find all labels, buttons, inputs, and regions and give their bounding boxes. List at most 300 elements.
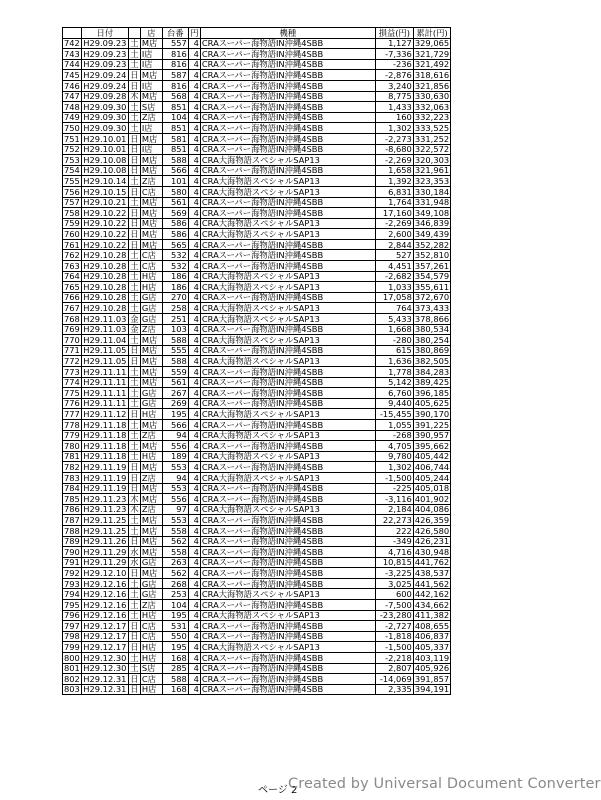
- table-row: [63, 388, 451, 399]
- store-cell: M店: [140, 38, 162, 49]
- yen-rate-cell: 4: [188, 91, 200, 102]
- profit-loss-cell: 1,033: [375, 282, 413, 293]
- yen-rate-cell: 4: [188, 49, 200, 60]
- profit-loss-cell: 9,780: [375, 451, 413, 462]
- cumulative-cell: 434,662: [414, 599, 450, 610]
- cumulative-cell: 405,625: [414, 398, 450, 409]
- row-number: 780: [64, 440, 80, 451]
- profit-loss-cell: 6,760: [375, 388, 413, 399]
- yen-rate-cell: 4: [188, 314, 200, 325]
- machine-number-cell: 94: [162, 472, 188, 483]
- row-number: 802: [64, 673, 80, 684]
- row-number: 742: [64, 38, 80, 49]
- row-number: 774: [64, 377, 80, 388]
- weekday-cell: 土: [130, 303, 139, 314]
- machine-number-cell: 189: [162, 451, 188, 462]
- profit-loss-cell: 1,433: [375, 102, 413, 113]
- header-cumulative: 累計(円): [413, 28, 450, 39]
- profit-loss-cell: 1,764: [375, 197, 413, 208]
- profit-loss-cell: -3,225: [375, 568, 413, 579]
- yen-rate-cell: 4: [188, 610, 200, 621]
- weekday-cell: 土: [130, 59, 139, 70]
- weekday-cell: 土: [130, 387, 139, 398]
- weekday-cell: 土: [130, 250, 139, 261]
- weekday-cell: 日: [130, 356, 139, 367]
- date-cell: H29.11.18: [83, 430, 127, 441]
- row-number: 783: [64, 472, 80, 483]
- yen-rate-cell: 4: [188, 377, 200, 388]
- table-row: [63, 621, 451, 632]
- weekday-cell: 日: [130, 567, 139, 578]
- date-cell: H29.10.14: [83, 175, 127, 186]
- machine-number-cell: 553: [162, 462, 188, 473]
- model-cell: CRAスーパー海物語IN沖縄4SBB: [200, 515, 375, 526]
- table-row: [63, 59, 451, 70]
- cumulative-cell: 389,425: [414, 377, 450, 388]
- store-cell: M店: [140, 197, 162, 208]
- yen-rate-cell: 4: [188, 621, 200, 632]
- store-cell: G店: [140, 578, 162, 589]
- date-cell: H29.10.28: [83, 271, 127, 282]
- model-cell: CRAスーパー海物語IN沖縄4SBB: [200, 144, 375, 155]
- store-cell: C店: [140, 186, 162, 197]
- store-cell: M店: [140, 91, 162, 102]
- yen-rate-cell: 4: [188, 547, 200, 558]
- model-cell: CRAスーパー海物語IN沖縄4SBB: [200, 261, 375, 272]
- yen-rate-cell: 4: [188, 430, 200, 441]
- yen-rate-cell: 4: [188, 483, 200, 494]
- date-cell: H29.11.19: [83, 472, 127, 483]
- date-cell: H29.11.03: [83, 324, 127, 335]
- cumulative-cell: 384,283: [414, 366, 450, 377]
- model-cell: CRA大海物語スペシャルSAP13: [200, 155, 375, 166]
- row-number: 749: [64, 112, 80, 123]
- cumulative-cell: 380,254: [414, 334, 450, 345]
- machine-number-cell: 562: [162, 536, 188, 547]
- table-row: [63, 367, 451, 378]
- date-cell: H29.10.28: [83, 292, 127, 303]
- store-cell: H店: [140, 409, 162, 420]
- cumulative-cell: 349,108: [414, 207, 450, 218]
- profit-loss-cell: 17,058: [375, 292, 413, 303]
- table-row: [63, 335, 451, 346]
- table-row: [63, 197, 451, 208]
- model-cell: CRAスーパー海物語IN沖縄4SBB: [200, 419, 375, 430]
- yen-rate-cell: 4: [188, 451, 200, 462]
- weekday-cell: 木: [130, 91, 139, 102]
- yen-rate-cell: 4: [188, 102, 200, 113]
- yen-rate-cell: 4: [188, 684, 200, 695]
- store-cell: M店: [140, 155, 162, 166]
- cumulative-cell: 406,837: [414, 631, 450, 642]
- weekday-cell: 日: [130, 673, 139, 684]
- yen-rate-cell: 4: [188, 324, 200, 335]
- model-cell: CRAスーパー海物語IN沖縄4SBB: [200, 70, 375, 81]
- yen-rate-cell: 4: [188, 165, 200, 176]
- table-row: [63, 261, 451, 272]
- machine-number-cell: 559: [162, 367, 188, 378]
- profit-loss-cell: -236: [375, 59, 413, 70]
- date-cell: H29.10.28: [83, 250, 127, 261]
- yen-rate-cell: 4: [188, 504, 200, 515]
- model-cell: CRA大海物語スペシャルSAP13: [200, 589, 375, 600]
- machine-number-cell: 531: [162, 621, 188, 632]
- weekday-cell: 日: [130, 165, 139, 176]
- date-cell: H29.12.31: [83, 684, 127, 695]
- machine-number-cell: 558: [162, 525, 188, 536]
- date-cell: H29.09.30: [83, 112, 127, 123]
- machine-number-cell: 586: [162, 229, 188, 240]
- row-number: 768: [64, 313, 80, 324]
- cumulative-cell: 321,856: [414, 80, 450, 91]
- date-cell: H29.10.21: [83, 197, 127, 208]
- table-row: [63, 578, 451, 589]
- cumulative-cell: 403,119: [414, 652, 450, 663]
- store-cell: G店: [140, 314, 162, 325]
- yen-rate-cell: 4: [188, 398, 200, 409]
- cumulative-cell: 352,282: [414, 239, 450, 250]
- table-row: [63, 186, 451, 197]
- yen-rate-cell: 4: [188, 70, 200, 81]
- model-cell: CRAスーパー海物語IN沖縄4SBB: [200, 483, 375, 494]
- profit-loss-cell: 527: [375, 250, 413, 261]
- store-cell: M店: [140, 356, 162, 367]
- model-cell: CRA大海物語スペシャルSAP13: [200, 356, 375, 367]
- cumulative-cell: 441,562: [414, 578, 450, 589]
- cumulative-cell: 330,630: [414, 91, 450, 102]
- yen-rate-cell: 4: [188, 176, 200, 187]
- date-cell: H29.09.28: [83, 91, 127, 102]
- machine-number-cell: 588: [162, 674, 188, 685]
- table-row: [63, 229, 451, 240]
- model-cell: CRAスーパー海物語IN沖縄4SBB: [200, 38, 375, 49]
- table-row: [63, 610, 451, 621]
- cumulative-cell: 405,926: [414, 663, 450, 674]
- date-cell: H29.11.04: [83, 334, 127, 345]
- yen-rate-cell: 4: [188, 345, 200, 356]
- yen-rate-cell: 4: [188, 568, 200, 579]
- date-cell: H29.11.11: [83, 377, 127, 388]
- store-cell: M店: [140, 377, 162, 388]
- store-cell: Z店: [140, 112, 162, 123]
- table-row: [63, 419, 451, 430]
- table-row: [63, 441, 451, 452]
- profit-loss-cell: -2,273: [375, 133, 413, 144]
- weekday-cell: 土: [130, 175, 139, 186]
- date-cell: H29.09.30: [83, 101, 127, 112]
- row-number: 792: [64, 567, 80, 578]
- profit-loss-cell: 2,807: [375, 663, 413, 674]
- cumulative-cell: 346,839: [414, 218, 450, 229]
- machine-number-cell: 588: [162, 155, 188, 166]
- header-no: [63, 28, 82, 39]
- machine-number-cell: 251: [162, 314, 188, 325]
- table-row: [63, 70, 451, 81]
- weekday-cell: 土: [130, 514, 139, 525]
- cumulative-cell: 349,439: [414, 228, 450, 239]
- machine-number-cell: 553: [162, 515, 188, 526]
- machine-number-cell: 97: [162, 504, 188, 515]
- table-row: [63, 547, 451, 558]
- model-cell: CRAスーパー海物語IN沖縄4SBB: [200, 631, 375, 642]
- table-row: [63, 38, 451, 49]
- date-cell: H29.10.22: [83, 218, 127, 229]
- yen-rate-cell: 4: [188, 388, 200, 399]
- store-cell: G店: [140, 303, 162, 314]
- cumulative-cell: 355,611: [414, 281, 450, 292]
- cumulative-cell: 405,018: [414, 483, 450, 494]
- table-row: [63, 314, 451, 325]
- cumulative-cell: 322,572: [414, 144, 450, 155]
- cumulative-cell: 396,185: [414, 387, 450, 398]
- table-row: [63, 398, 451, 409]
- store-cell: C店: [140, 631, 162, 642]
- row-number: 778: [64, 419, 80, 430]
- table-row: [63, 557, 451, 568]
- header-row: [63, 28, 451, 39]
- model-cell: CRAスーパー海物語IN沖縄4SBB: [200, 568, 375, 579]
- cumulative-cell: 331,948: [414, 197, 450, 208]
- store-cell: G店: [140, 589, 162, 600]
- cumulative-cell: 395,662: [414, 440, 450, 451]
- profit-loss-cell: -280: [375, 335, 413, 346]
- profit-loss-cell: 764: [375, 303, 413, 314]
- weekday-cell: 土: [130, 652, 139, 663]
- yen-rate-cell: 4: [188, 367, 200, 378]
- cumulative-cell: 390,170: [414, 409, 450, 420]
- date-cell: H29.11.18: [83, 451, 127, 462]
- table-row: [63, 536, 451, 547]
- row-number: 773: [64, 366, 80, 377]
- date-cell: H29.11.05: [83, 345, 127, 356]
- yen-rate-cell: 4: [188, 144, 200, 155]
- machine-number-cell: 268: [162, 578, 188, 589]
- date-cell: H29.11.23: [83, 504, 127, 515]
- profit-loss-cell: 10,815: [375, 557, 413, 568]
- store-cell: M店: [140, 335, 162, 346]
- machine-number-cell: 561: [162, 197, 188, 208]
- date-cell: H29.10.28: [83, 260, 127, 271]
- model-cell: CRAスーパー海物語IN沖縄4SBB: [200, 197, 375, 208]
- machine-number-cell: 94: [162, 430, 188, 441]
- yen-rate-cell: 4: [188, 356, 200, 367]
- watermark-text: Created by Universal Document Converter: [288, 776, 601, 792]
- weekday-cell: 土: [130, 377, 139, 388]
- cumulative-cell: 405,442: [414, 451, 450, 462]
- yen-rate-cell: 4: [188, 261, 200, 272]
- cumulative-cell: 391,857: [414, 673, 450, 684]
- machine-number-cell: 566: [162, 419, 188, 430]
- model-cell: CRAスーパー海物語IN沖縄4SBB: [200, 250, 375, 261]
- cumulative-cell: 406,744: [414, 461, 450, 472]
- weekday-cell: 金: [130, 313, 139, 324]
- weekday-cell: 土: [130, 430, 139, 441]
- cumulative-cell: 373,433: [414, 303, 450, 314]
- table-row: [63, 155, 451, 166]
- yen-rate-cell: 4: [188, 578, 200, 589]
- table-row: [63, 589, 451, 600]
- cumulative-cell: 321,961: [414, 165, 450, 176]
- profit-loss-cell: 2,335: [375, 684, 413, 695]
- row-number: 781: [64, 451, 80, 462]
- store-cell: G店: [140, 292, 162, 303]
- store-cell: G店: [140, 557, 162, 568]
- row-number: 772: [64, 356, 80, 367]
- row-number: 777: [64, 409, 80, 420]
- model-cell: CRA大海物語スペシャルSAP13: [200, 176, 375, 187]
- table-row: [63, 80, 451, 91]
- weekday-cell: 水: [130, 546, 139, 557]
- machine-number-cell: 556: [162, 441, 188, 452]
- row-number: 800: [64, 652, 80, 663]
- model-cell: CRAスーパー海物語IN沖縄4SBB: [200, 91, 375, 102]
- store-cell: Z店: [140, 324, 162, 335]
- table-row: [63, 663, 451, 674]
- yen-rate-cell: 4: [188, 589, 200, 600]
- machine-number-cell: 562: [162, 568, 188, 579]
- store-cell: M店: [140, 515, 162, 526]
- yen-rate-cell: 4: [188, 197, 200, 208]
- cumulative-cell: 332,223: [414, 112, 450, 123]
- row-number: 793: [64, 578, 80, 589]
- store-cell: Z店: [140, 176, 162, 187]
- row-number: 746: [64, 80, 80, 91]
- date-cell: H29.11.03: [83, 313, 127, 324]
- weekday-cell: 日: [130, 472, 139, 483]
- cumulative-cell: 380,534: [414, 324, 450, 335]
- cumulative-cell: 430,948: [414, 546, 450, 557]
- weekday-cell: 日: [130, 409, 139, 420]
- cumulative-cell: 329,065: [414, 38, 450, 49]
- machine-number-cell: 588: [162, 335, 188, 346]
- table-row: [63, 112, 451, 123]
- store-cell: C店: [140, 261, 162, 272]
- yen-rate-cell: 4: [188, 631, 200, 642]
- model-cell: CRAスーパー海物語IN沖縄4SBB: [200, 621, 375, 632]
- machine-number-cell: 104: [162, 600, 188, 611]
- table-row: [63, 684, 451, 695]
- model-cell: CRA大海物語スペシャルSAP13: [200, 314, 375, 325]
- date-cell: H29.10.28: [83, 281, 127, 292]
- machine-number-cell: 816: [162, 80, 188, 91]
- yen-rate-cell: 4: [188, 536, 200, 547]
- weekday-cell: 日: [130, 631, 139, 642]
- machine-number-cell: 566: [162, 165, 188, 176]
- header-machine-number: 台番: [162, 28, 188, 39]
- store-cell: I店: [140, 123, 162, 134]
- header-store: 店: [140, 28, 162, 39]
- store-cell: M店: [140, 462, 162, 473]
- profit-loss-cell: -1,818: [375, 631, 413, 642]
- table-row: [63, 49, 451, 60]
- model-cell: CRAスーパー海物語IN沖縄4SBB: [200, 377, 375, 388]
- date-cell: H29.12.31: [83, 673, 127, 684]
- table-row: [63, 345, 451, 356]
- store-cell: M店: [140, 419, 162, 430]
- row-number: 789: [64, 536, 80, 547]
- row-number: 751: [64, 133, 80, 144]
- date-cell: H29.11.12: [83, 409, 127, 420]
- model-cell: CRAスーパー海物語IN沖縄4SBB: [200, 208, 375, 219]
- model-cell: CRAスーパー海物語IN沖縄4SBB: [200, 684, 375, 695]
- model-cell: CRAスーパー海物語IN沖縄4SBB: [200, 112, 375, 123]
- yen-rate-cell: 4: [188, 208, 200, 219]
- model-cell: CRA大海物語スペシャルSAP13: [200, 504, 375, 515]
- cumulative-cell: 438,537: [414, 567, 450, 578]
- row-number: 757: [64, 197, 80, 208]
- weekday-cell: 土: [130, 260, 139, 271]
- row-number: 743: [64, 48, 80, 59]
- yen-rate-cell: 4: [188, 515, 200, 526]
- row-number: 786: [64, 504, 80, 515]
- row-number: 798: [64, 631, 80, 642]
- store-cell: G店: [140, 388, 162, 399]
- table-row: [63, 239, 451, 250]
- weekday-cell: 日: [130, 228, 139, 239]
- model-cell: CRA大海物語スペシャルSAP13: [200, 451, 375, 462]
- cumulative-cell: 401,902: [414, 493, 450, 504]
- row-number: 787: [64, 514, 80, 525]
- date-cell: H29.11.29: [83, 557, 127, 568]
- weekday-cell: 日: [130, 620, 139, 631]
- machine-number-cell: 581: [162, 133, 188, 144]
- weekday-cell: 土: [130, 271, 139, 282]
- weekday-cell: 土: [130, 48, 139, 59]
- table-row: [63, 250, 451, 261]
- machine-number-cell: 532: [162, 250, 188, 261]
- profit-loss-cell: 2,184: [375, 504, 413, 515]
- model-cell: CRAスーパー海物語IN沖縄4SBB: [200, 80, 375, 91]
- weekday-cell: 水: [130, 557, 139, 568]
- store-cell: M店: [140, 441, 162, 452]
- cumulative-cell: 405,244: [414, 472, 450, 483]
- date-cell: H29.09.23: [83, 59, 127, 70]
- store-cell: M店: [140, 483, 162, 494]
- model-cell: CRAスーパー海物語IN沖縄4SBB: [200, 102, 375, 113]
- machine-number-cell: 285: [162, 663, 188, 674]
- table-row: [63, 292, 451, 303]
- weekday-cell: 土: [130, 334, 139, 345]
- date-cell: H29.12.16: [83, 578, 127, 589]
- date-cell: H29.12.17: [83, 642, 127, 653]
- row-number: 756: [64, 186, 80, 197]
- date-cell: H29.11.18: [83, 419, 127, 430]
- weekday-cell: 日: [130, 239, 139, 250]
- weekday-cell: 土: [130, 610, 139, 621]
- weekday-cell: 日: [130, 483, 139, 494]
- store-cell: I店: [140, 80, 162, 91]
- table-row: [63, 208, 451, 219]
- profit-loss-cell: 5,433: [375, 314, 413, 325]
- profit-loss-cell: 4,451: [375, 261, 413, 272]
- date-cell: H29.12.17: [83, 620, 127, 631]
- table-row: [63, 631, 451, 642]
- date-cell: H29.11.29: [83, 546, 127, 557]
- cumulative-cell: 411,382: [414, 610, 450, 621]
- weekday-cell: 日: [130, 461, 139, 472]
- store-cell: H店: [140, 642, 162, 653]
- cumulative-cell: 426,231: [414, 536, 450, 547]
- machine-number-cell: 195: [162, 642, 188, 653]
- machine-number-cell: 816: [162, 59, 188, 70]
- table-row: [63, 377, 451, 388]
- machine-number-cell: 186: [162, 282, 188, 293]
- weekday-cell: 土: [130, 398, 139, 409]
- date-cell: H29.10.15: [83, 186, 127, 197]
- cumulative-cell: 321,729: [414, 48, 450, 59]
- cumulative-cell: 332,063: [414, 101, 450, 112]
- profit-loss-cell: 1,668: [375, 324, 413, 335]
